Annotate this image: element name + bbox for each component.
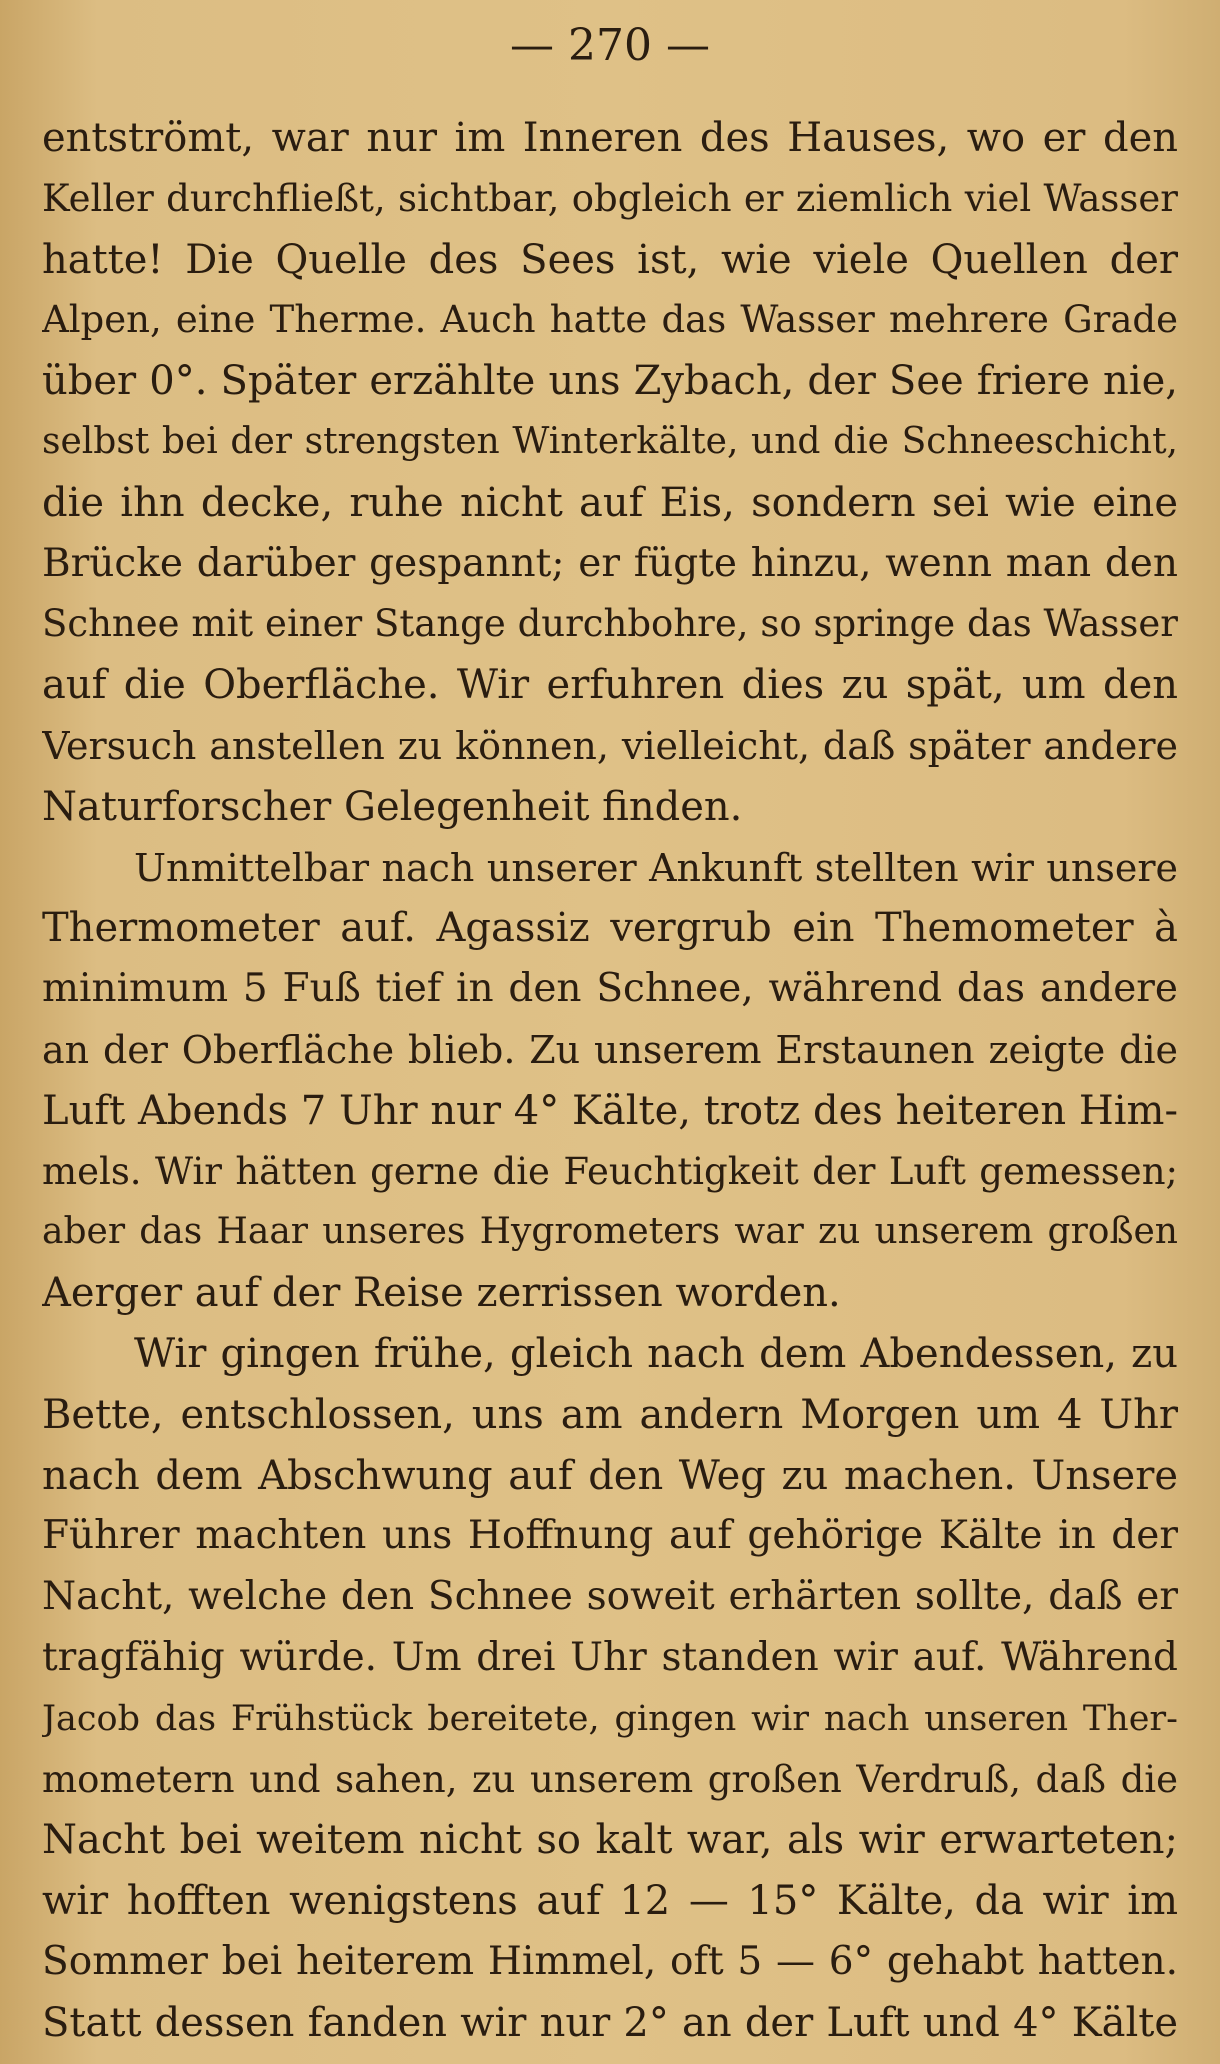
text-line: Schnee mit einer Stange durchbohre, so springe das Wasser (42, 602, 1178, 646)
text-line: Brücke darüber gespannt; er fügte hinzu, wenn man den (42, 540, 1178, 586)
text-line: Thermometer auf. Agassiz vergrub ein Themometer à (42, 905, 1178, 952)
text-line: nach dem Abschwung auf den Weg zu machen. Unsere (42, 1452, 1178, 1499)
text-line: Naturforscher Gelegenheit finden. (42, 783, 743, 830)
text-line: mometern und sahen, zu unserem großen Verdruß, daß die (42, 1757, 1178, 1801)
text-line: Wir gingen frühe, gleich nach dem Abendessen, zu (134, 1330, 1178, 1377)
text-line: hatte! Die Quelle des Sees ist, wie viele Quellen der (42, 236, 1178, 283)
text-line: Statt dessen fanden wir nur 2° an der Luft und 4° Kälte (42, 1999, 1178, 2046)
text-line: Nacht, welche den Schnee soweit erhärten sollte, daß er (42, 1574, 1178, 1620)
text-line: Versuch anstellen zu können, vielleicht, daß später andere (42, 723, 1178, 768)
text-line: auf die Oberfläche. Wir erfuhren dies zu spät, um den (42, 662, 1178, 709)
text-line: mels. Wir hätten gerne die Feuchtigkeit der Luft gemessen; (42, 1149, 1178, 1193)
text-line: selbst bei der strengsten Winterkälte, und die Schneeschicht, (42, 420, 1178, 462)
text-line: Führer machten uns Hoffnung auf gehörige Kälte in der (42, 1513, 1178, 1559)
text-line: Keller durchfließt, sichtbar, obgleich er ziemlich viel Wasser (42, 176, 1178, 220)
text-line: Nacht bei weitem nicht so kalt war, als wir erwarteten; (42, 1817, 1178, 1864)
text-line: tragfähig würde. Um drei Uhr standen wir auf. Während (42, 1634, 1178, 1680)
text-line: Bette, entschlossen, uns am andern Morgen um 4 Uhr (42, 1391, 1178, 1438)
text-line: Unmittelbar nach unserer Ankunft stellten wir unsere (134, 845, 1178, 890)
text-line: über 0°. Später erzählte uns Zybach, der See friere nie, (42, 358, 1178, 405)
text-line: minimum 5 Fuß tief in den Schnee, während das andere (42, 966, 1178, 1012)
text-line: entströmt, war nur im Inneren des Hauses, wo er den (42, 115, 1178, 161)
text-line: Luft Abends 7 Uhr nur 4° Kälte, trotz des heiteren Him- (42, 1087, 1178, 1134)
text-line: aber das Haar unseres Hygrometers war zu unserem großen (42, 1211, 1178, 1253)
text-line: Alpen, eine Therme. Auch hatte das Wasser mehrere Grade (42, 298, 1178, 342)
body-text (42, 108, 1178, 2054)
page-number: — 270 — (510, 20, 710, 71)
text-line: Aerger auf der Reise zerrissen worden. (42, 1270, 841, 1317)
text-line: an der Oberfläche blieb. Zu unserem Erstaunen zeigte die (42, 1027, 1178, 1072)
text-line: wir hofften wenigstens auf 12 — 15° Kälte, da wir im (42, 1878, 1178, 1925)
text-line: Sommer bei heiterem Himmel, oft 5 — 6° gehabt hatten. (42, 1938, 1178, 1984)
text-line: Jacob das Frühstück bereitete, gingen wir nach unseren Ther- (42, 1698, 1178, 1739)
text-line: die ihn decke, ruhe nicht auf Eis, sondern sei wie eine (42, 479, 1178, 526)
